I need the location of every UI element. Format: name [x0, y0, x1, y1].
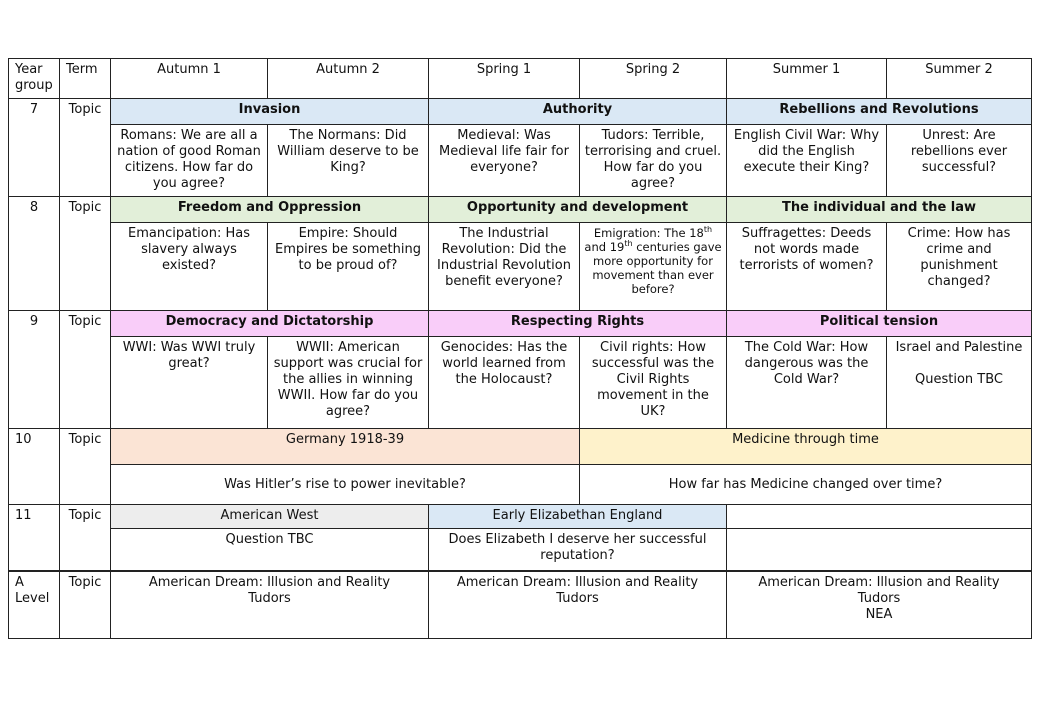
year-10-topic-row [9, 429, 1032, 465]
question-cell: Tudors: Terrible, terrorising and cruel. How far do you agree? [580, 125, 727, 197]
question-cell: Was Hitler’s rise to power inevitable? [111, 465, 580, 505]
topic-band: Early Elizabethan England [429, 505, 727, 529]
empty-cell [727, 505, 1032, 529]
year-label: 11 [9, 505, 60, 571]
question-cell: Empire: Should Empires be something to be proud of? [268, 223, 429, 311]
year-7-question-row [9, 125, 1032, 197]
a-level-cell: American Dream: Illusion and Reality Tudors [429, 571, 727, 639]
topic-band: Opportunity and development [429, 197, 727, 223]
year-label: 8 [9, 197, 60, 311]
question-cell: Question TBC [111, 529, 429, 571]
year-label: 9 [9, 311, 60, 429]
topic-band: The individual and the law [727, 197, 1032, 223]
year-10-question-row [9, 465, 1032, 505]
year-8-question-row [9, 223, 1032, 311]
topic-band: American West [111, 505, 429, 529]
year-9-topic-row [9, 311, 1032, 337]
topic-band: Germany 1918-39 [111, 429, 580, 465]
question-cell: Unrest: Are rebellions ever successful? [887, 125, 1032, 197]
term-label: Topic [60, 99, 111, 197]
question-cell: Emancipation: Has slavery always existed? [111, 223, 268, 311]
question-cell: Genocides: Has the world learned from the Holocaust? [429, 337, 580, 429]
term-autumn-2: Autumn 2 [268, 59, 429, 99]
question-cell: Romans: We are all a nation of good Roman citizens. How far do you agree? [111, 125, 268, 197]
question-cell: The Normans: Did William deserve to be King? [268, 125, 429, 197]
question-cell: Crime: How has crime and punishment changed? [887, 223, 1032, 311]
topic-band: Respecting Rights [429, 311, 727, 337]
topic-band: Authority [429, 99, 727, 125]
question-cell: Civil rights: How successful was the Civil Rights movement in the UK? [580, 337, 727, 429]
question-cell: Israel and Palestine Question TBC [887, 337, 1032, 429]
year-8-topic-row [9, 197, 1032, 223]
year-label: 10 [9, 429, 60, 505]
year-9-question-row [9, 337, 1032, 429]
empty-cell [727, 529, 1032, 571]
question-cell: Medieval: Was Medieval life fair for everyone? [429, 125, 580, 197]
question-cell: How far has Medicine changed over time? [580, 465, 1032, 505]
a-level-row [9, 571, 1032, 639]
topic-band: Democracy and Dictatorship [111, 311, 429, 337]
question-cell: English Civil War: Why did the English execute their King? [727, 125, 887, 197]
topic-band: Invasion [111, 99, 429, 125]
question-cell: Suffragettes: Deeds not words made terrorists of women? [727, 223, 887, 311]
term-summer-1: Summer 1 [727, 59, 887, 99]
term-header: Term [60, 59, 111, 99]
year-11-question-row [9, 529, 1032, 571]
term-label: Topic [60, 429, 111, 505]
term-label: Topic [60, 571, 111, 639]
year-7-topic-row [9, 99, 1032, 125]
a-level-cell: American Dream: Illusion and Reality Tudors [111, 571, 429, 639]
question-cell: Emigration: The 18th and 19th centuries gave more opportunity for movement than ever before? [580, 223, 727, 311]
term-label: Topic [60, 197, 111, 311]
question-cell: Does Elizabeth I deserve her successful reputation? [429, 529, 727, 571]
term-label: Topic [60, 311, 111, 429]
topic-band: Medicine through time [580, 429, 1032, 465]
term-label: Topic [60, 505, 111, 571]
question-cell: WWI: Was WWI truly great? [111, 337, 268, 429]
topic-band: Political tension [727, 311, 1032, 337]
year-label: A Level [9, 571, 60, 639]
term-autumn-1: Autumn 1 [111, 59, 268, 99]
year-label: 7 [9, 99, 60, 197]
term-summer-2: Summer 2 [887, 59, 1032, 99]
a-level-cell: American Dream: Illusion and Reality Tudors NEA [727, 571, 1032, 639]
year-group-header: Year group [9, 59, 60, 99]
question-cell: The Industrial Revolution: Did the Industrial Revolution benefit everyone? [429, 223, 580, 311]
question-cell: The Cold War: How dangerous was the Cold War? [727, 337, 887, 429]
topic-band: Rebellions and Revolutions [727, 99, 1032, 125]
topic-band: Freedom and Oppression [111, 197, 429, 223]
question-cell: WWII: American support was crucial for the allies in winning WWII. How far do you agree? [268, 337, 429, 429]
term-spring-2: Spring 2 [580, 59, 727, 99]
year-11-topic-row [9, 505, 1032, 529]
term-spring-1: Spring 1 [429, 59, 580, 99]
curriculum-table [8, 58, 1032, 639]
header-row [9, 59, 1032, 99]
